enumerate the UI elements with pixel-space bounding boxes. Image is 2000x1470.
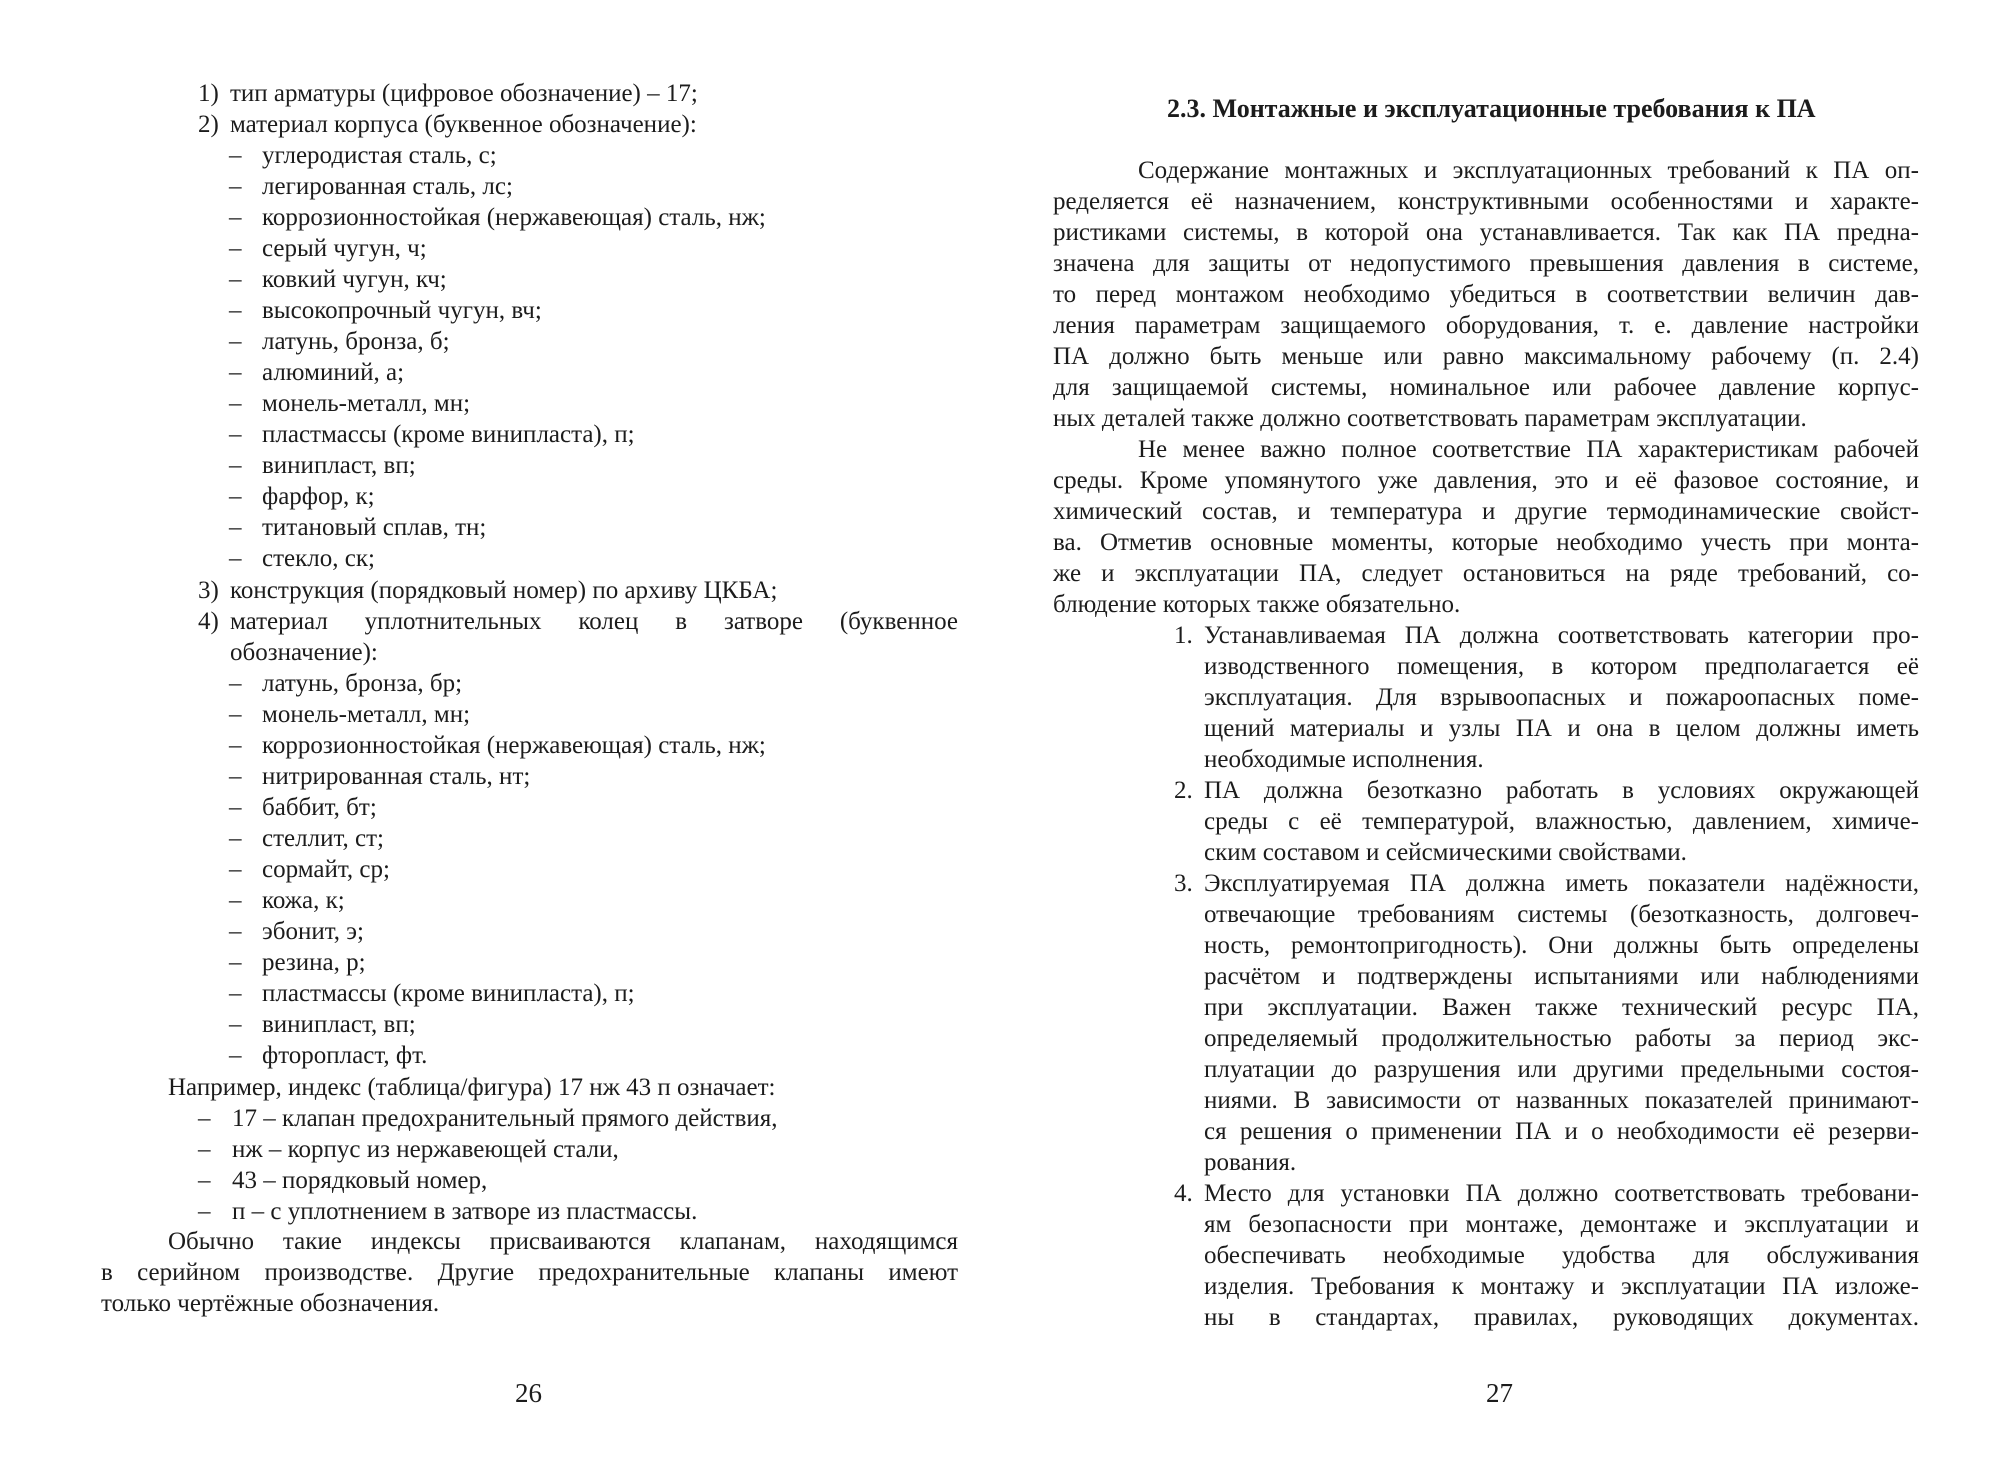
list-item: высокопрочный чугун, вч; bbox=[262, 297, 542, 324]
list-item: монель-металл, мн; bbox=[262, 390, 471, 417]
dash-bullet: – bbox=[229, 732, 242, 759]
list-item-line: рования. bbox=[1204, 1149, 1297, 1176]
list-item-line: ся решения о применении ПА и о необходимости её резерви- bbox=[1204, 1118, 1919, 1145]
dash-bullet: – bbox=[229, 887, 242, 914]
list-item: фторопласт, фт. bbox=[262, 1042, 428, 1069]
right-page bbox=[1000, 0, 2000, 1470]
dash-bullet: – bbox=[229, 359, 242, 386]
dash-bullet: – bbox=[229, 266, 242, 293]
list-item: баббит, бт; bbox=[262, 794, 377, 821]
list-item-line: ниями. В зависимости от названных показателей принимают- bbox=[1204, 1087, 1919, 1114]
dash-bullet: – bbox=[229, 142, 242, 169]
paragraph-line: ределяется её назначением, конструктивными особенностями и характе- bbox=[1053, 188, 1919, 215]
list-item-line: среды с её температурой, влажностью, давлением, химиче- bbox=[1204, 808, 1919, 835]
paragraph-line: среды. Кроме упомянутого уже давления, это и её фазовое состояние, и bbox=[1053, 467, 1919, 494]
list-item: эбонит, э; bbox=[262, 918, 364, 945]
list-item-line: изделия. Требования к монтажу и эксплуатации ПА изложе- bbox=[1204, 1273, 1919, 1300]
list-item-line: Место для установки ПА должно соответствовать требовани- bbox=[1204, 1180, 1919, 1207]
dash-bullet: – bbox=[229, 173, 242, 200]
list-item: 43 – порядковый номер, bbox=[232, 1167, 488, 1194]
list-item: стеллит, ст; bbox=[262, 825, 384, 852]
list-item-line: плуатации до разрушения или другими предельными состоя- bbox=[1204, 1056, 1919, 1083]
list-item-text: конструкция (порядковый номер) по архиву ЦКБА; bbox=[230, 577, 778, 604]
list-item: фарфор, к; bbox=[262, 483, 375, 510]
list-item: пластмассы (кроме винипласта), п; bbox=[262, 980, 635, 1007]
list-item-text: материал корпуса (буквенное обозначение): bbox=[230, 111, 697, 138]
list-item-line: щений материалы и узлы ПА и она в целом должны иметь bbox=[1204, 715, 1919, 742]
dash-bullet: – bbox=[229, 483, 242, 510]
list-item-line: Устанавливаемая ПА должна соответствовать категории про- bbox=[1204, 622, 1919, 649]
list-item-text: материал уплотнительных колец в затворе (буквенное bbox=[230, 608, 958, 635]
list-item: легированная сталь, лс; bbox=[262, 173, 513, 200]
page-number: 27 bbox=[1486, 1378, 1513, 1408]
paragraph-line: Не менее важно полное соответствие ПА характеристикам рабочей bbox=[1138, 436, 1919, 463]
section-title: 2.3. Монтажные и эксплуатационные требования к ПА bbox=[1167, 94, 1816, 123]
list-item-line: эксплуатация. Для взрывоопасных и пожароопасных поме- bbox=[1204, 684, 1919, 711]
list-item-line: ны в стандартах, правилах, руководящих документах. bbox=[1204, 1304, 1919, 1331]
list-marker: 3. bbox=[1174, 870, 1193, 897]
example-intro: Например, индекс (таблица/фигура) 17 нж 43 п означает: bbox=[168, 1074, 776, 1101]
paragraph-line: ристиками системы, в которой она устанавливается. Так как ПА предна- bbox=[1053, 219, 1919, 246]
dash-bullet: – bbox=[198, 1136, 211, 1163]
list-item: алюминий, а; bbox=[262, 359, 405, 386]
list-item: резина, р; bbox=[262, 949, 366, 976]
list-item: монель-металл, мн; bbox=[262, 701, 471, 728]
dash-bullet: – bbox=[198, 1167, 211, 1194]
list-marker: 2) bbox=[198, 111, 219, 138]
dash-bullet: – bbox=[198, 1198, 211, 1225]
list-item-line: ПА должна безотказно работать в условиях окружающей bbox=[1204, 777, 1919, 804]
paragraph-line: Содержание монтажных и эксплуатационных требований к ПА оп- bbox=[1138, 157, 1919, 184]
list-item: кожа, к; bbox=[262, 887, 345, 914]
paragraph-line: ва. Отметив основные моменты, которые необходимо учесть при монта- bbox=[1053, 529, 1919, 556]
dash-bullet: – bbox=[229, 514, 242, 541]
list-marker: 4) bbox=[198, 608, 219, 635]
list-item: латунь, бронза, б; bbox=[262, 328, 450, 355]
dash-bullet: – bbox=[229, 856, 242, 883]
list-item: титановый сплав, тн; bbox=[262, 514, 487, 541]
list-item: 17 – клапан предохранительный прямого действия, bbox=[232, 1105, 778, 1132]
list-item: нитрированная сталь, нт; bbox=[262, 763, 531, 790]
list-marker: 3) bbox=[198, 577, 219, 604]
list-item: углеродистая сталь, с; bbox=[262, 142, 497, 169]
dash-bullet: – bbox=[229, 980, 242, 1007]
paragraph-line: только чертёжные обозначения. bbox=[101, 1290, 440, 1317]
dash-bullet: – bbox=[229, 949, 242, 976]
dash-bullet: – bbox=[229, 825, 242, 852]
paragraph-line: ления параметрам защищаемого оборудования, т. е. давление настройки bbox=[1053, 312, 1919, 339]
list-item: винипласт, вп; bbox=[262, 1011, 416, 1038]
list-marker: 2. bbox=[1174, 777, 1193, 804]
dash-bullet: – bbox=[229, 545, 242, 572]
list-item-line: расчётом и подтверждены испытаниями или наблюдениями bbox=[1204, 963, 1919, 990]
list-marker: 4. bbox=[1174, 1180, 1193, 1207]
paragraph-line: в серийном производстве. Другие предохранительные клапаны имеют bbox=[101, 1259, 958, 1286]
dash-bullet: – bbox=[229, 701, 242, 728]
dash-bullet: – bbox=[229, 918, 242, 945]
dash-bullet: – bbox=[229, 328, 242, 355]
page-number: 26 bbox=[515, 1378, 542, 1408]
paragraph-line: ПА должно быть меньше или равно максимальному рабочему (п. 2.4) bbox=[1053, 343, 1919, 370]
dash-bullet: – bbox=[229, 204, 242, 231]
list-item: пластмассы (кроме винипласта), п; bbox=[262, 421, 635, 448]
list-item-line: определяемый продолжительностью работы за период экс- bbox=[1204, 1025, 1919, 1052]
dash-bullet: – bbox=[229, 452, 242, 479]
list-item: нж – корпус из нержавеющей стали, bbox=[232, 1136, 619, 1163]
list-item: ковкий чугун, кч; bbox=[262, 266, 447, 293]
paragraph-line: Обычно такие индексы присваиваются клапанам, находящимся bbox=[168, 1228, 958, 1255]
list-marker: 1) bbox=[198, 80, 219, 107]
list-item-line: ям безопасности при монтаже, демонтаже и эксплуатации и bbox=[1204, 1211, 1919, 1238]
list-item: сормайт, ср; bbox=[262, 856, 390, 883]
list-item: коррозионностойкая (нержавеющая) сталь, нж; bbox=[262, 732, 766, 759]
list-item-line: отвечающие требованиям системы (безотказность, долговеч- bbox=[1204, 901, 1919, 928]
dash-bullet: – bbox=[229, 390, 242, 417]
list-item: серый чугун, ч; bbox=[262, 235, 427, 262]
dash-bullet: – bbox=[198, 1105, 211, 1132]
list-item-line: необходимые исполнения. bbox=[1204, 746, 1484, 773]
list-item-line: изводственного помещения, в котором предполагается её bbox=[1204, 653, 1919, 680]
dash-bullet: – bbox=[229, 1011, 242, 1038]
dash-bullet: – bbox=[229, 1042, 242, 1069]
list-item: латунь, бронза, бр; bbox=[262, 670, 463, 697]
paragraph-line: блюдение которых также обязательно. bbox=[1053, 591, 1461, 618]
paragraph-line: значена для защиты от недопустимого превышения давления в системе, bbox=[1053, 250, 1919, 277]
list-item-line: ским составом и сейсмическими свойствами. bbox=[1204, 839, 1687, 866]
list-item: винипласт, вп; bbox=[262, 452, 416, 479]
dash-bullet: – bbox=[229, 297, 242, 324]
dash-bullet: – bbox=[229, 235, 242, 262]
list-item-line: при эксплуатации. Важен также технический ресурс ПА, bbox=[1204, 994, 1919, 1021]
paragraph-line: ных деталей также должно соответствовать параметрам эксплуатации. bbox=[1053, 405, 1807, 432]
dash-bullet: – bbox=[229, 421, 242, 448]
paragraph-line: то перед монтажом необходимо убедиться в соответствии величин дав- bbox=[1053, 281, 1919, 308]
list-item: п – с уплотнением в затворе из пластмассы. bbox=[232, 1198, 698, 1225]
paragraph-line: для защищаемой системы, номинальное или рабочее давление корпус- bbox=[1053, 374, 1919, 401]
list-item-text: обозначение): bbox=[230, 639, 378, 666]
list-item-line: Эксплуатируемая ПА должна иметь показатели надёжности, bbox=[1204, 870, 1919, 897]
list-item: коррозионностойкая (нержавеющая) сталь, нж; bbox=[262, 204, 766, 231]
list-item-text: тип арматуры (цифровое обозначение) – 17; bbox=[230, 80, 698, 107]
paragraph-line: же и эксплуатации ПА, следует остановиться на ряде требований, со- bbox=[1053, 560, 1919, 587]
list-item-line: обеспечивать необходимые удобства для обслуживания bbox=[1204, 1242, 1919, 1269]
dash-bullet: – bbox=[229, 670, 242, 697]
dash-bullet: – bbox=[229, 794, 242, 821]
list-marker: 1. bbox=[1174, 622, 1193, 649]
dash-bullet: – bbox=[229, 763, 242, 790]
list-item: стекло, ск; bbox=[262, 545, 375, 572]
list-item-line: ность, ремонтопригодность). Они должны быть определены bbox=[1204, 932, 1919, 959]
paragraph-line: химический состав, и температура и другие термодинамические свойст- bbox=[1053, 498, 1919, 525]
